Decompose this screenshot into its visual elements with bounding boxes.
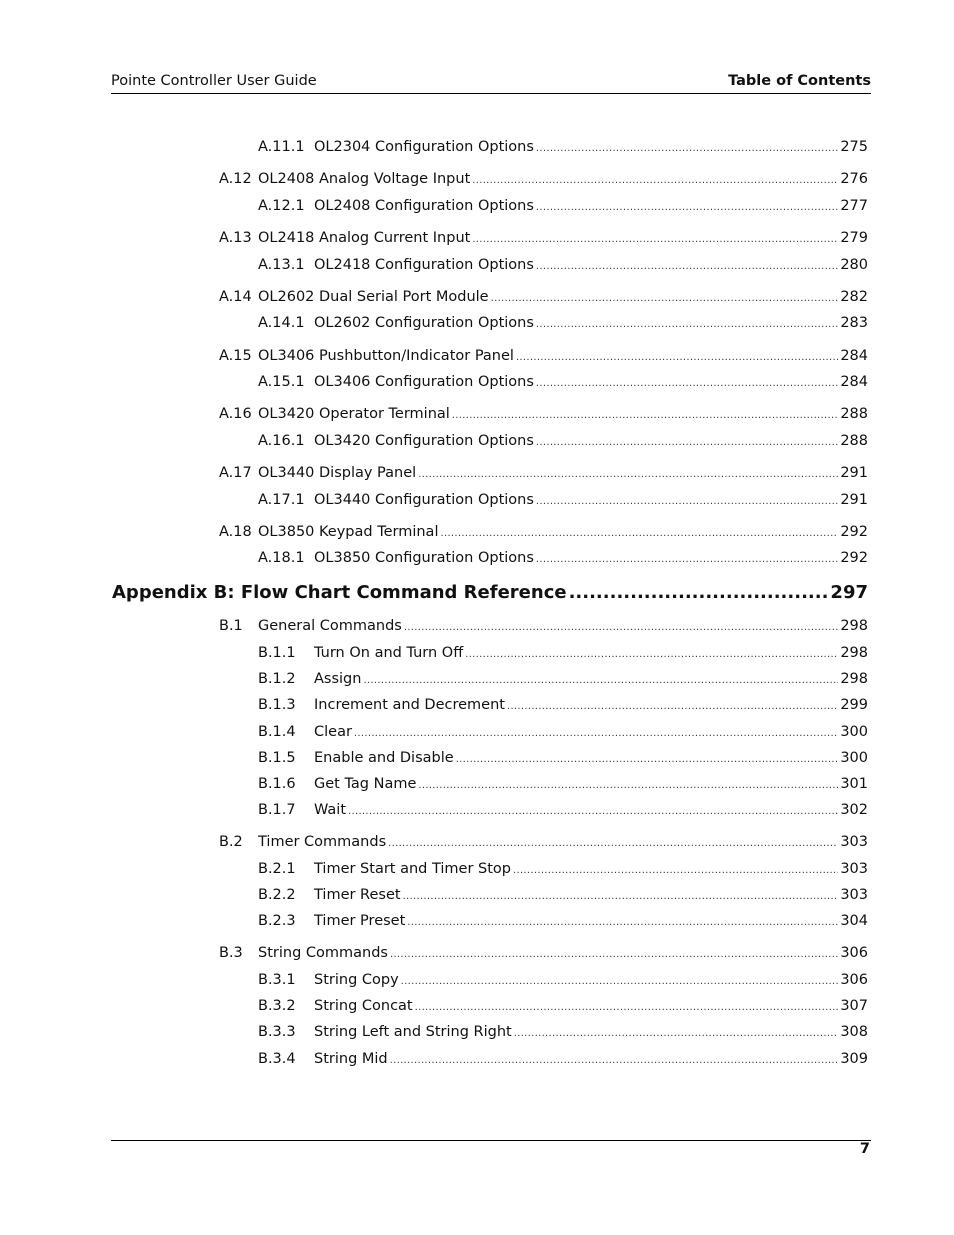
dot-leader: [404, 618, 838, 638]
toc-entry-number: B.1.4: [258, 724, 296, 740]
toc-entry[interactable]: [112, 581, 868, 605]
dot-leader: [418, 776, 838, 796]
toc-entry-title: Assign: [314, 671, 362, 687]
toc-entry-page: 298: [840, 645, 868, 661]
toc-entry[interactable]: [258, 748, 868, 768]
toc-entry[interactable]: [258, 643, 868, 663]
toc-entry-number: B.3.3: [258, 1024, 296, 1040]
toc-entry-page: 300: [840, 724, 868, 740]
toc-entry-number: A.13: [219, 230, 252, 246]
toc-entry-title: String Copy: [314, 972, 399, 988]
toc-entry-number: B.1.2: [258, 671, 296, 687]
toc-entry[interactable]: [258, 970, 868, 990]
toc-entry-number: A.12.1: [258, 198, 305, 214]
toc-entry-title: OL2602 Dual Serial Port Module: [258, 289, 489, 305]
toc-entry-number: A.11.1: [258, 139, 305, 155]
dot-leader: [536, 492, 838, 512]
toc-entry-title: OL3406 Pushbutton/Indicator Panel: [258, 348, 514, 364]
toc-entry[interactable]: [258, 885, 868, 905]
toc-entry-page: 303: [840, 861, 868, 877]
toc-entry[interactable]: [219, 522, 868, 542]
toc-entry-title: OL2304 Configuration Options: [314, 139, 534, 155]
toc-entry-number: B.2.3: [258, 913, 296, 929]
toc-entry-number: B.1: [219, 618, 243, 634]
toc-entry-number: B.2.1: [258, 861, 296, 877]
dot-leader: [514, 1024, 839, 1044]
dot-leader: [536, 550, 838, 570]
toc-entry-number: A.12: [219, 171, 252, 187]
dot-leader: [491, 289, 839, 309]
dot-leader: [536, 198, 838, 218]
toc-entry[interactable]: [258, 490, 868, 510]
toc-entry-page: 291: [840, 465, 868, 481]
toc-entry[interactable]: [219, 346, 868, 366]
dot-leader: [348, 802, 838, 822]
toc-entry-title: OL2418 Analog Current Input: [258, 230, 471, 246]
toc-entry-number: A.18: [219, 524, 252, 540]
dot-leader: [536, 139, 838, 159]
toc-entry[interactable]: [219, 943, 868, 963]
toc-entry-number: A.15.1: [258, 374, 305, 390]
toc-entry-page: 288: [840, 433, 868, 449]
dot-leader: [536, 433, 838, 453]
toc-entry-number: A.16.1: [258, 433, 305, 449]
toc-entry-page: 292: [840, 524, 868, 540]
toc-entry-page: 280: [840, 257, 868, 273]
toc-entry-page: 306: [840, 972, 868, 988]
dot-leader: [472, 230, 838, 250]
toc-entry-title: Timer Start and Timer Stop: [314, 861, 511, 877]
dot-leader: [456, 750, 839, 770]
toc-entry[interactable]: [258, 548, 868, 568]
toc-entry-title: OL3420 Configuration Options: [314, 433, 534, 449]
toc-entry-page: 308: [840, 1024, 868, 1040]
toc-entry-title: Enable and Disable: [314, 750, 454, 766]
dot-leader: [516, 348, 838, 368]
toc-entry-number: A.15: [219, 348, 252, 364]
dot-leader: [452, 406, 839, 426]
dot-leader: [415, 998, 839, 1018]
toc-entry-page: 292: [840, 550, 868, 566]
toc-entry-number: B.3: [219, 945, 243, 961]
toc-entry-number: A.18.1: [258, 550, 305, 566]
toc-entry-title: OL2418 Configuration Options: [314, 257, 534, 273]
toc-entry-number: B.1.3: [258, 697, 296, 713]
toc-entry-title: OL3420 Operator Terminal: [258, 406, 450, 422]
toc-entry-title: OL3440 Display Panel: [258, 465, 417, 481]
toc-entry-page: 303: [840, 834, 868, 850]
toc-entry-page: 309: [840, 1051, 868, 1067]
toc-entry-number: B.3.4: [258, 1051, 296, 1067]
page-number: 7: [859, 1141, 870, 1157]
toc-entry-page: 291: [840, 492, 868, 508]
toc-entry-title: OL3406 Configuration Options: [314, 374, 534, 390]
toc-entry-title: Wait: [314, 802, 347, 818]
toc-entry-title: OL2408 Analog Voltage Input: [258, 171, 471, 187]
dot-leader: [472, 171, 838, 191]
dot-leader: [507, 697, 838, 717]
toc-entry-title: Clear: [314, 724, 352, 740]
toc-entry-title: Timer Commands: [258, 834, 387, 850]
dot-leader: [465, 645, 838, 665]
dot-leader: [388, 834, 838, 854]
toc-entry[interactable]: [258, 196, 868, 216]
toc-entry-title: Get Tag Name: [314, 776, 417, 792]
toc-entry[interactable]: [258, 859, 868, 879]
dot-leader: [440, 524, 838, 544]
toc-entry-number: B.1.6: [258, 776, 296, 792]
toc-entry-number: B.1.5: [258, 750, 296, 766]
toc-entry-number: B.2: [219, 834, 243, 850]
toc-entry-title: OL2602 Configuration Options: [314, 315, 534, 331]
toc-entry[interactable]: [258, 800, 868, 820]
toc-entry[interactable]: [258, 695, 868, 715]
toc-entry[interactable]: [258, 722, 868, 742]
dot-leader: [513, 861, 838, 881]
toc-entry-title: OL3440 Configuration Options: [314, 492, 534, 508]
toc-entry[interactable]: [219, 228, 868, 248]
toc-entry[interactable]: [258, 255, 868, 275]
toc-entry-title: OL3850 Configuration Options: [314, 550, 534, 566]
toc-entry-title: Increment and Decrement: [314, 697, 505, 713]
toc-entry-page: 298: [840, 618, 868, 634]
toc-entry-number: B.3.1: [258, 972, 296, 988]
document-title: Pointe Controller User Guide: [111, 73, 317, 89]
page-header: [111, 73, 871, 94]
toc-entry[interactable]: [258, 137, 868, 157]
toc-entry[interactable]: [258, 996, 868, 1016]
toc-entry[interactable]: [258, 774, 868, 794]
toc-entry-page: 303: [840, 887, 868, 903]
dot-leader: [418, 465, 838, 485]
toc-entry-title: Timer Reset: [314, 887, 401, 903]
toc-entry-title: Timer Preset: [314, 913, 406, 929]
toc-entry-page: 301: [840, 776, 868, 792]
toc-entry-page: 277: [840, 198, 868, 214]
toc-entry-page: 297: [830, 582, 868, 603]
toc-entry-page: 275: [840, 139, 868, 155]
toc-entry-page: 288: [840, 406, 868, 422]
toc-entry-title: String Mid: [314, 1051, 388, 1067]
dot-leader: [536, 257, 838, 277]
toc-entry-page: 299: [840, 697, 868, 713]
toc-entry-number: B.1.1: [258, 645, 296, 661]
toc-entry-number: A.14: [219, 289, 252, 305]
toc-entry-title: OL2408 Configuration Options: [314, 198, 534, 214]
toc-entry-page: 306: [840, 945, 868, 961]
toc-entry-number: A.16: [219, 406, 252, 422]
toc-entry-page: 284: [840, 374, 868, 390]
toc-entry[interactable]: [219, 287, 868, 307]
toc-entry-page: 298: [840, 671, 868, 687]
toc-entry-page: 304: [840, 913, 868, 929]
toc-entry-number: A.14.1: [258, 315, 305, 331]
toc-entry-title: OL3850 Keypad Terminal: [258, 524, 439, 540]
dot-leader: [536, 374, 838, 394]
toc-entry-page: 279: [840, 230, 868, 246]
toc-entry-page: 307: [840, 998, 868, 1014]
toc-entry-page: 284: [840, 348, 868, 364]
toc-entry-page: 302: [840, 802, 868, 818]
toc-entry[interactable]: [219, 463, 868, 483]
toc-entry[interactable]: [258, 911, 868, 931]
dot-leader: [569, 581, 829, 605]
toc-entry-number: A.17: [219, 465, 252, 481]
toc-entry-title: Appendix B: Flow Chart Command Reference: [112, 582, 567, 603]
toc-entry[interactable]: [258, 431, 868, 451]
toc-entry[interactable]: [258, 669, 868, 689]
toc-entry-page: 283: [840, 315, 868, 331]
toc-entry-title: String Commands: [258, 945, 388, 961]
toc-entry[interactable]: [219, 832, 868, 852]
toc-entry-title: Turn On and Turn Off: [314, 645, 464, 661]
dot-leader: [403, 887, 839, 907]
footer-rule: [111, 1140, 871, 1141]
toc-entry-number: B.1.7: [258, 802, 296, 818]
dot-leader: [390, 945, 838, 965]
dot-leader: [407, 913, 838, 933]
dot-leader: [390, 1051, 839, 1071]
toc-entry-page: 276: [840, 171, 868, 187]
dot-leader: [354, 724, 838, 744]
toc-entry[interactable]: [258, 1022, 868, 1042]
toc-entry-title: String Left and String Right: [314, 1024, 512, 1040]
toc-entry[interactable]: [219, 616, 868, 636]
toc-entry-title: General Commands: [258, 618, 402, 634]
toc-entry[interactable]: [219, 404, 868, 424]
toc-entry[interactable]: [258, 372, 868, 392]
toc-entry-number: A.17.1: [258, 492, 305, 508]
toc-entry[interactable]: [258, 313, 868, 333]
toc-entry[interactable]: [258, 1049, 868, 1069]
toc-entry-title: String Concat: [314, 998, 413, 1014]
toc-entry-number: B.2.2: [258, 887, 296, 903]
toc-entry[interactable]: [219, 169, 868, 189]
dot-leader: [401, 972, 839, 992]
toc-entry-number: B.3.2: [258, 998, 296, 1014]
toc-entry-number: A.13.1: [258, 257, 305, 273]
dot-leader: [363, 671, 838, 691]
toc-entry-page: 300: [840, 750, 868, 766]
toc-entry-page: 282: [840, 289, 868, 305]
section-title: Table of Contents: [728, 73, 871, 89]
dot-leader: [536, 315, 838, 335]
